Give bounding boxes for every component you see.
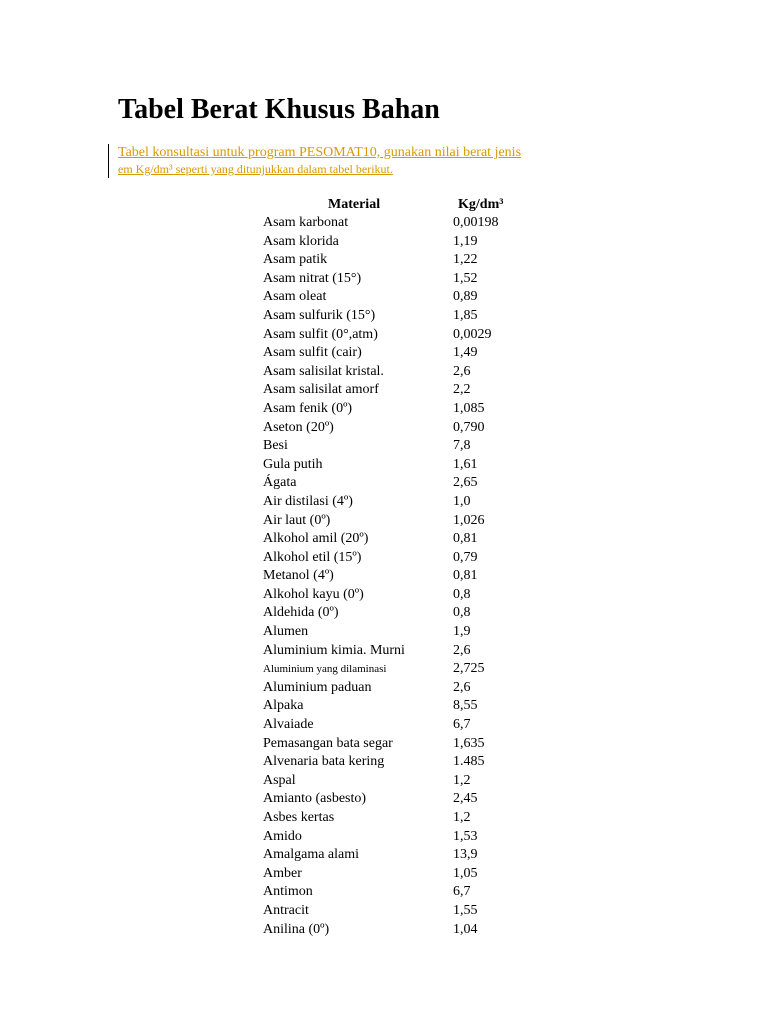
table-row [263, 251, 533, 270]
material-cell: Alkohol amil (20º) [263, 531, 369, 547]
table-row [263, 493, 533, 512]
value-cell: 2,6 [453, 679, 471, 695]
material-cell: Alkohol etil (15º) [263, 549, 362, 565]
table-row [263, 865, 533, 884]
table-row [263, 790, 533, 809]
material-cell: Asam sulfurik (15°) [263, 307, 376, 323]
value-cell: 2,2 [453, 382, 471, 398]
material-cell: Asam salisilat kristal. [263, 363, 384, 379]
value-cell: 1,85 [453, 307, 478, 323]
table-row [263, 642, 533, 661]
material-cell: Alvaiade [263, 717, 314, 733]
value-cell: 2,45 [453, 791, 478, 807]
table-header [263, 195, 533, 214]
intro-link-line-2[interactable]: em Kg/dm³ seperti yang ditunjukkan dalam tabel berikut. [118, 162, 393, 176]
material-cell: Besi [263, 438, 288, 454]
table-row [263, 419, 533, 438]
table-row [263, 400, 533, 419]
material-cell: Amianto (asbesto) [263, 791, 367, 807]
value-cell: 1,2 [453, 810, 471, 825]
material-cell: Asam karbonat [263, 215, 349, 230]
value-cell: 1,49 [453, 345, 478, 361]
material-cell: Ágata [263, 475, 297, 491]
material-cell: Amido [263, 828, 302, 844]
material-cell: Asam patik [263, 252, 328, 268]
value-cell: 1,635 [453, 735, 485, 751]
value-cell: 1,026 [453, 512, 485, 528]
table-body [263, 214, 533, 939]
value-cell: 0,790 [453, 419, 485, 435]
table-row [263, 660, 533, 679]
table-row [263, 697, 533, 716]
material-cell: Asam klorida [263, 233, 339, 249]
table-row [263, 456, 533, 475]
material-cell: Anilina (0º) [263, 921, 330, 937]
value-cell: 0,81 [453, 568, 478, 584]
table-row [263, 381, 533, 400]
material-cell: Asbes kertas [263, 810, 335, 825]
material-cell: Alumen [263, 624, 309, 640]
value-cell: 0,81 [453, 531, 478, 547]
table-row [263, 809, 533, 828]
table-row [263, 437, 533, 456]
value-cell: 1.485 [453, 754, 485, 770]
table-row [263, 716, 533, 735]
table-row [263, 883, 533, 902]
table-row [263, 288, 533, 307]
value-cell: 1,61 [453, 456, 478, 472]
value-cell: 1,22 [453, 252, 478, 268]
value-cell: 2,6 [453, 363, 471, 379]
table-row [263, 512, 533, 531]
material-cell: Gula putih [263, 456, 323, 472]
value-cell: 1,0 [453, 493, 471, 509]
material-cell: Aldehida (0º) [263, 605, 339, 621]
value-cell: 7,8 [453, 438, 471, 454]
value-cell: 1,04 [453, 921, 478, 937]
table-row [263, 586, 533, 605]
value-cell: 1,55 [453, 902, 478, 918]
table-row [263, 828, 533, 847]
material-cell: Asam sulfit (cair) [263, 345, 362, 361]
material-cell: Aluminium paduan [263, 679, 372, 695]
table-row [263, 326, 533, 345]
value-cell: 0,00198 [453, 215, 499, 230]
header-unit: Kg/dm³ [458, 197, 504, 212]
table-row [263, 846, 533, 865]
value-cell: 2,6 [453, 642, 471, 658]
value-cell: 8,55 [453, 698, 478, 714]
table-row [263, 363, 533, 382]
material-cell: Aluminium kimia. Murni [263, 642, 405, 658]
table-row [263, 474, 533, 493]
value-cell: 1,9 [453, 624, 471, 640]
material-cell: Pemasangan bata segar [263, 735, 393, 751]
value-cell: 6,7 [453, 884, 471, 900]
material-cell: Amber [263, 865, 302, 881]
material-cell: Antimon [263, 884, 313, 900]
material-cell: Aspal [263, 772, 296, 788]
intro-link-line-1[interactable]: Tabel konsultasi untuk program PESOMAT10, gunakan nilai berat jenis [118, 145, 522, 160]
material-cell: Air distilasi (4º) [263, 493, 353, 509]
density-table [263, 195, 533, 939]
value-cell: 0,8 [453, 605, 471, 621]
intro-paragraph [108, 144, 678, 178]
table-row [263, 567, 533, 586]
value-cell: 0,8 [453, 586, 471, 602]
header-material: Material [328, 197, 381, 212]
table-row [263, 549, 533, 568]
value-cell: 1,19 [453, 233, 478, 249]
table-row [263, 214, 533, 233]
table-row [263, 344, 533, 363]
material-cell: Alpaka [263, 698, 304, 714]
material-cell: Asam fenik (0º) [263, 400, 353, 416]
table-row [263, 679, 533, 698]
value-cell: 2,725 [453, 661, 485, 677]
table-row [263, 307, 533, 326]
value-cell: 1,05 [453, 865, 478, 881]
table-row [263, 921, 533, 940]
table-row [263, 233, 533, 252]
value-cell: 1,52 [453, 270, 478, 286]
table-row [263, 902, 533, 921]
material-cell: Air laut (0º) [263, 512, 331, 528]
material-cell: Amalgama alami [263, 847, 360, 863]
value-cell: 0,79 [453, 549, 478, 565]
material-cell: Alvenaria bata kering [263, 754, 385, 770]
value-cell: 1,2 [453, 772, 471, 788]
table-row [263, 753, 533, 772]
table-row [263, 623, 533, 642]
material-cell: Antracit [263, 902, 309, 918]
value-cell: 0,0029 [453, 326, 492, 342]
table-row [263, 530, 533, 549]
value-cell: 13,9 [453, 847, 478, 863]
table-row [263, 270, 533, 289]
material-cell: Aseton (20º) [263, 419, 334, 435]
value-cell: 6,7 [453, 717, 471, 733]
material-cell: Asam sulfit (0°,atm) [263, 326, 378, 342]
value-cell: 1,53 [453, 828, 478, 844]
value-cell: 2,65 [453, 475, 478, 491]
page-title: Tabel Berat Khusus Bahan [118, 94, 440, 125]
material-cell: Asam nitrat (15°) [263, 270, 362, 286]
value-cell: 1,085 [453, 400, 485, 416]
value-cell: 0,89 [453, 289, 478, 305]
material-cell: Aluminium yang dilaminasi [263, 663, 387, 676]
material-cell: Asam salisilat amorf [263, 382, 379, 398]
material-cell: Alkohol kayu (0º) [263, 586, 364, 602]
material-cell: Metanol (4º) [263, 568, 334, 584]
table-row [263, 604, 533, 623]
table-row [263, 772, 533, 791]
material-cell: Asam oleat [263, 289, 327, 305]
table-row [263, 735, 533, 754]
